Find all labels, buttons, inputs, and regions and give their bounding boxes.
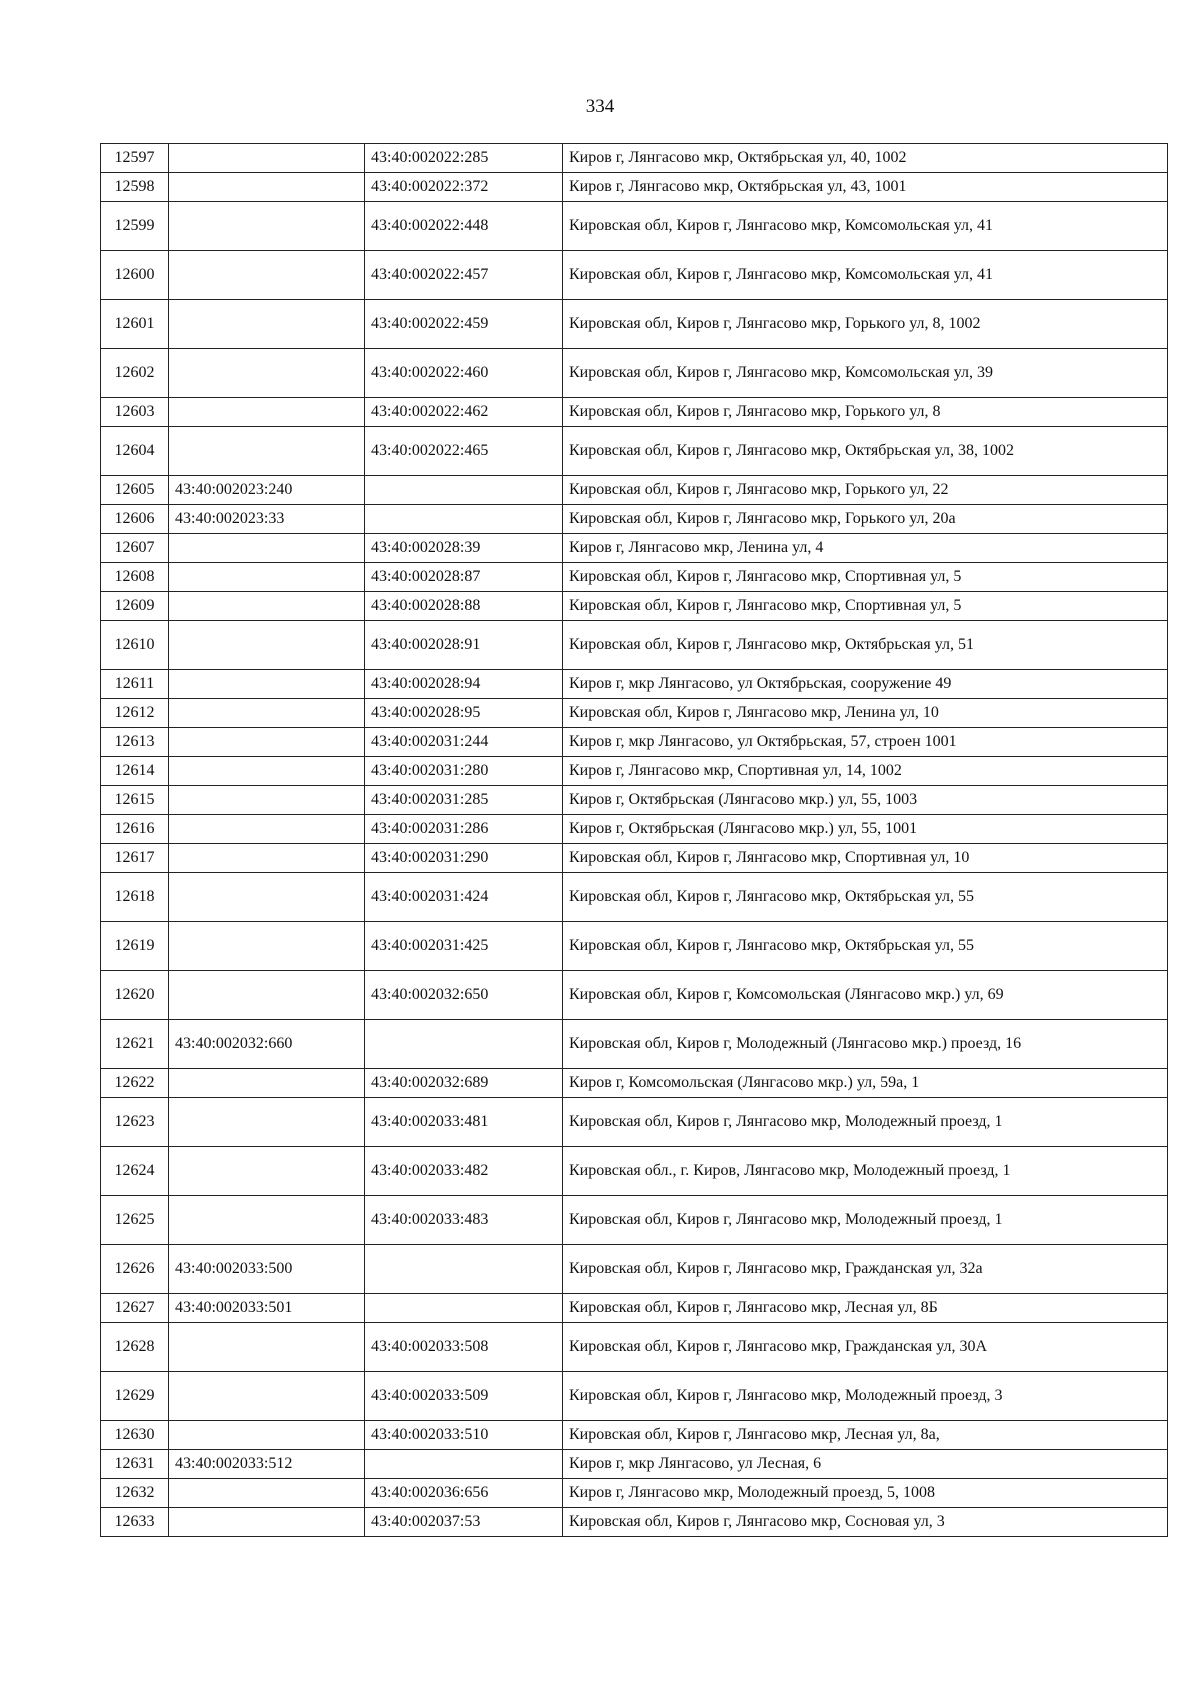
table-row <box>101 398 1168 427</box>
cadastral-object-cell: 43:40:002033:483 <box>365 1196 563 1245</box>
cadastral-object-cell: 43:40:002037:53 <box>365 1508 563 1537</box>
row-number-cell: 12627 <box>101 1294 169 1323</box>
cadastral-object-cell: 43:40:002031:286 <box>365 815 563 844</box>
cadastral-object-cell: 43:40:002028:95 <box>365 699 563 728</box>
table-row <box>101 873 1168 922</box>
address-cell: Кировская обл, Киров г, Лянгасово мкр, Октябрьская ул, 55 <box>563 922 1168 971</box>
table-row <box>101 1147 1168 1196</box>
cadastral-parcel-cell <box>169 398 365 427</box>
table-row <box>101 476 1168 505</box>
address-cell: Кировская обл, Киров г, Лянгасово мкр, Спортивная ул, 10 <box>563 844 1168 873</box>
row-number-cell: 12621 <box>101 1020 169 1069</box>
cadastral-parcel-cell <box>169 349 365 398</box>
cadastral-object-cell: 43:40:002031:280 <box>365 757 563 786</box>
address-cell: Кировская обл, Киров г, Лянгасово мкр, Комсомольская ул, 39 <box>563 349 1168 398</box>
address-cell: Кировская обл, Киров г, Лянгасово мкр, Спортивная ул, 5 <box>563 563 1168 592</box>
row-number-cell: 12601 <box>101 300 169 349</box>
cadastral-parcel-cell <box>169 873 365 922</box>
address-cell: Кировская обл, Киров г, Лянгасово мкр, Молодежный проезд, 3 <box>563 1372 1168 1421</box>
address-cell: Кировская обл, Киров г, Лянгасово мкр, Молодежный проезд, 1 <box>563 1196 1168 1245</box>
cadastral-object-cell: 43:40:002032:650 <box>365 971 563 1020</box>
table-row <box>101 1479 1168 1508</box>
cadastral-parcel-cell <box>169 971 365 1020</box>
row-number-cell: 12606 <box>101 505 169 534</box>
table-row <box>101 427 1168 476</box>
cadastral-parcel-cell <box>169 757 365 786</box>
cadastral-parcel-cell <box>169 563 365 592</box>
address-cell: Кировская обл, Киров г, Лянгасово мкр, Комсомольская ул, 41 <box>563 251 1168 300</box>
cadastral-object-cell: 43:40:002028:91 <box>365 621 563 670</box>
table-row <box>101 1245 1168 1294</box>
row-number-cell: 12623 <box>101 1098 169 1147</box>
row-number-cell: 12609 <box>101 592 169 621</box>
table-row <box>101 1421 1168 1450</box>
table-row <box>101 757 1168 786</box>
table-row <box>101 1196 1168 1245</box>
address-cell: Кировская обл, Киров г, Лянгасово мкр, Лесная ул, 8а, <box>563 1421 1168 1450</box>
row-number-cell: 12600 <box>101 251 169 300</box>
cadastral-object-cell: 43:40:002022:465 <box>365 427 563 476</box>
cadastral-object-cell: 43:40:002031:244 <box>365 728 563 757</box>
cadastral-parcel-cell <box>169 1479 365 1508</box>
cadastral-object-cell: 43:40:002028:87 <box>365 563 563 592</box>
address-cell: Киров г, Лянгасово мкр, Молодежный проезд, 5, 1008 <box>563 1479 1168 1508</box>
address-cell: Кировская обл, Киров г, Лянгасово мкр, Горького ул, 8, 1002 <box>563 300 1168 349</box>
cadastral-parcel-cell: 43:40:002023:240 <box>169 476 365 505</box>
address-cell: Кировская обл, Киров г, Лянгасово мкр, Молодежный проезд, 1 <box>563 1098 1168 1147</box>
cadastral-object-cell: 43:40:002022:462 <box>365 398 563 427</box>
address-cell: Киров г, Лянгасово мкр, Спортивная ул, 14, 1002 <box>563 757 1168 786</box>
row-number-cell: 12633 <box>101 1508 169 1537</box>
cadastral-object-cell <box>365 1450 563 1479</box>
cadastral-object-cell: 43:40:002031:285 <box>365 786 563 815</box>
cadastral-parcel-cell <box>169 922 365 971</box>
row-number-cell: 12602 <box>101 349 169 398</box>
cadastral-object-cell: 43:40:002036:656 <box>365 1479 563 1508</box>
table-row <box>101 786 1168 815</box>
cadastral-parcel-cell: 43:40:002023:33 <box>169 505 365 534</box>
table-row <box>101 728 1168 757</box>
cadastral-parcel-cell <box>169 621 365 670</box>
row-number-cell: 12597 <box>101 144 169 173</box>
cadastral-object-cell <box>365 1294 563 1323</box>
row-number-cell: 12630 <box>101 1421 169 1450</box>
cadastral-object-cell: 43:40:002022:459 <box>365 300 563 349</box>
address-cell: Кировская обл, Киров г, Лянгасово мкр, Комсомольская ул, 41 <box>563 202 1168 251</box>
row-number-cell: 12616 <box>101 815 169 844</box>
table-row <box>101 670 1168 699</box>
row-number-cell: 12614 <box>101 757 169 786</box>
row-number-cell: 12604 <box>101 427 169 476</box>
address-cell: Киров г, мкр Лянгасово, ул Лесная, 6 <box>563 1450 1168 1479</box>
address-cell: Киров г, Лянгасово мкр, Ленина ул, 4 <box>563 534 1168 563</box>
cadastral-parcel-cell <box>169 1069 365 1098</box>
address-cell: Кировская обл, Киров г, Лянгасово мкр, Гражданская ул, 32а <box>563 1245 1168 1294</box>
table-row <box>101 251 1168 300</box>
cadastral-parcel-cell: 43:40:002032:660 <box>169 1020 365 1069</box>
cadastral-parcel-cell: 43:40:002033:501 <box>169 1294 365 1323</box>
table-row <box>101 621 1168 670</box>
row-number-cell: 12631 <box>101 1450 169 1479</box>
row-number-cell: 12622 <box>101 1069 169 1098</box>
address-cell: Кировская обл, Киров г, Лянгасово мкр, Гражданская ул, 30А <box>563 1323 1168 1372</box>
row-number-cell: 12617 <box>101 844 169 873</box>
address-cell: Кировская обл, Киров г, Лянгасово мкр, Октябрьская ул, 55 <box>563 873 1168 922</box>
row-number-cell: 12607 <box>101 534 169 563</box>
address-cell: Кировская обл, Киров г, Лянгасово мкр, Октябрьская ул, 51 <box>563 621 1168 670</box>
cadastral-object-cell <box>365 1245 563 1294</box>
cadastral-object-cell: 43:40:002031:290 <box>365 844 563 873</box>
row-number-cell: 12611 <box>101 670 169 699</box>
cadastral-object-cell: 43:40:002033:508 <box>365 1323 563 1372</box>
row-number-cell: 12626 <box>101 1245 169 1294</box>
table-row <box>101 1294 1168 1323</box>
row-number-cell: 12615 <box>101 786 169 815</box>
address-cell: Кировская обл, Киров г, Комсомольская (Лянгасово мкр.) ул, 69 <box>563 971 1168 1020</box>
cadastral-object-cell: 43:40:002022:372 <box>365 173 563 202</box>
table-row <box>101 1323 1168 1372</box>
cadastral-parcel-cell: 43:40:002033:500 <box>169 1245 365 1294</box>
row-number-cell: 12598 <box>101 173 169 202</box>
cadastral-object-cell: 43:40:002031:425 <box>365 922 563 971</box>
table-row <box>101 202 1168 251</box>
address-cell: Киров г, Октябрьская (Лянгасово мкр.) ул, 55, 1003 <box>563 786 1168 815</box>
row-number-cell: 12608 <box>101 563 169 592</box>
address-cell: Кировская обл., г. Киров, Лянгасово мкр, Молодежный проезд, 1 <box>563 1147 1168 1196</box>
cadastral-parcel-cell <box>169 300 365 349</box>
cadastral-parcel-cell <box>169 202 365 251</box>
table-row <box>101 173 1168 202</box>
row-number-cell: 12619 <box>101 922 169 971</box>
table-row <box>101 699 1168 728</box>
cadastral-parcel-cell <box>169 534 365 563</box>
row-number-cell: 12628 <box>101 1323 169 1372</box>
cadastral-object-cell: 43:40:002022:457 <box>365 251 563 300</box>
registry-table <box>100 143 1168 1537</box>
table-row <box>101 844 1168 873</box>
address-cell: Кировская обл, Киров г, Лянгасово мкр, Горького ул, 8 <box>563 398 1168 427</box>
row-number-cell: 12610 <box>101 621 169 670</box>
row-number-cell: 12603 <box>101 398 169 427</box>
cadastral-object-cell: 43:40:002033:481 <box>365 1098 563 1147</box>
row-number-cell: 12599 <box>101 202 169 251</box>
cadastral-object-cell <box>365 476 563 505</box>
cadastral-parcel-cell <box>169 1196 365 1245</box>
address-cell: Кировская обл, Киров г, Лянгасово мкр, Горького ул, 22 <box>563 476 1168 505</box>
address-cell: Кировская обл, Киров г, Лянгасово мкр, Ленина ул, 10 <box>563 699 1168 728</box>
cadastral-parcel-cell <box>169 144 365 173</box>
row-number-cell: 12605 <box>101 476 169 505</box>
cadastral-parcel-cell <box>169 1421 365 1450</box>
table-row <box>101 815 1168 844</box>
address-cell: Киров г, Октябрьская (Лянгасово мкр.) ул, 55, 1001 <box>563 815 1168 844</box>
cadastral-parcel-cell: 43:40:002033:512 <box>169 1450 365 1479</box>
row-number-cell: 12632 <box>101 1479 169 1508</box>
address-cell: Кировская обл, Киров г, Лянгасово мкр, Октябрьская ул, 38, 1002 <box>563 427 1168 476</box>
table-row <box>101 563 1168 592</box>
table-row <box>101 1508 1168 1537</box>
cadastral-object-cell: 43:40:002028:39 <box>365 534 563 563</box>
cadastral-parcel-cell <box>169 427 365 476</box>
cadastral-parcel-cell <box>169 1098 365 1147</box>
address-cell: Кировская обл, Киров г, Лянгасово мкр, Лесная ул, 8Б <box>563 1294 1168 1323</box>
cadastral-object-cell: 43:40:002033:510 <box>365 1421 563 1450</box>
cadastral-parcel-cell <box>169 173 365 202</box>
cadastral-parcel-cell <box>169 251 365 300</box>
cadastral-parcel-cell <box>169 1508 365 1537</box>
address-cell: Киров г, Комсомольская (Лянгасово мкр.) ул, 59а, 1 <box>563 1069 1168 1098</box>
address-cell: Кировская обл, Киров г, Лянгасово мкр, Сосновая ул, 3 <box>563 1508 1168 1537</box>
address-cell: Кировская обл, Киров г, Лянгасово мкр, Спортивная ул, 5 <box>563 592 1168 621</box>
table-row <box>101 922 1168 971</box>
address-cell: Киров г, мкр Лянгасово, ул Октябрьская, 57, строен 1001 <box>563 728 1168 757</box>
address-cell: Киров г, мкр Лянгасово, ул Октябрьская, сооружение 49 <box>563 670 1168 699</box>
table-row <box>101 1020 1168 1069</box>
row-number-cell: 12613 <box>101 728 169 757</box>
cadastral-parcel-cell <box>169 815 365 844</box>
row-number-cell: 12625 <box>101 1196 169 1245</box>
address-cell: Кировская обл, Киров г, Молодежный (Лянгасово мкр.) проезд, 16 <box>563 1020 1168 1069</box>
page-number: 334 <box>585 96 615 117</box>
cadastral-object-cell: 43:40:002031:424 <box>365 873 563 922</box>
cadastral-object-cell <box>365 1020 563 1069</box>
registry-table-body <box>101 144 1168 1537</box>
cadastral-parcel-cell <box>169 1372 365 1421</box>
table-row <box>101 1450 1168 1479</box>
cadastral-object-cell: 43:40:002028:94 <box>365 670 563 699</box>
cadastral-object-cell: 43:40:002028:88 <box>365 592 563 621</box>
table-row <box>101 349 1168 398</box>
row-number-cell: 12629 <box>101 1372 169 1421</box>
cadastral-parcel-cell <box>169 670 365 699</box>
cadastral-parcel-cell <box>169 1147 365 1196</box>
table-row <box>101 534 1168 563</box>
cadastral-object-cell: 43:40:002022:460 <box>365 349 563 398</box>
cadastral-parcel-cell <box>169 844 365 873</box>
cadastral-parcel-cell <box>169 786 365 815</box>
table-row <box>101 1098 1168 1147</box>
cadastral-object-cell: 43:40:002022:285 <box>365 144 563 173</box>
table-row <box>101 300 1168 349</box>
cadastral-parcel-cell <box>169 699 365 728</box>
row-number-cell: 12624 <box>101 1147 169 1196</box>
cadastral-object-cell: 43:40:002033:482 <box>365 1147 563 1196</box>
table-row <box>101 505 1168 534</box>
row-number-cell: 12620 <box>101 971 169 1020</box>
table-row <box>101 971 1168 1020</box>
cadastral-object-cell: 43:40:002022:448 <box>365 202 563 251</box>
address-cell: Киров г, Лянгасово мкр, Октябрьская ул, 40, 1002 <box>563 144 1168 173</box>
address-cell: Кировская обл, Киров г, Лянгасово мкр, Горького ул, 20а <box>563 505 1168 534</box>
row-number-cell: 12618 <box>101 873 169 922</box>
table-row <box>101 592 1168 621</box>
table-row <box>101 144 1168 173</box>
cadastral-parcel-cell <box>169 592 365 621</box>
cadastral-object-cell: 43:40:002033:509 <box>365 1372 563 1421</box>
cadastral-object-cell <box>365 505 563 534</box>
cadastral-parcel-cell <box>169 728 365 757</box>
address-cell: Киров г, Лянгасово мкр, Октябрьская ул, 43, 1001 <box>563 173 1168 202</box>
cadastral-object-cell: 43:40:002032:689 <box>365 1069 563 1098</box>
row-number-cell: 12612 <box>101 699 169 728</box>
table-row <box>101 1372 1168 1421</box>
table-row <box>101 1069 1168 1098</box>
cadastral-parcel-cell <box>169 1323 365 1372</box>
